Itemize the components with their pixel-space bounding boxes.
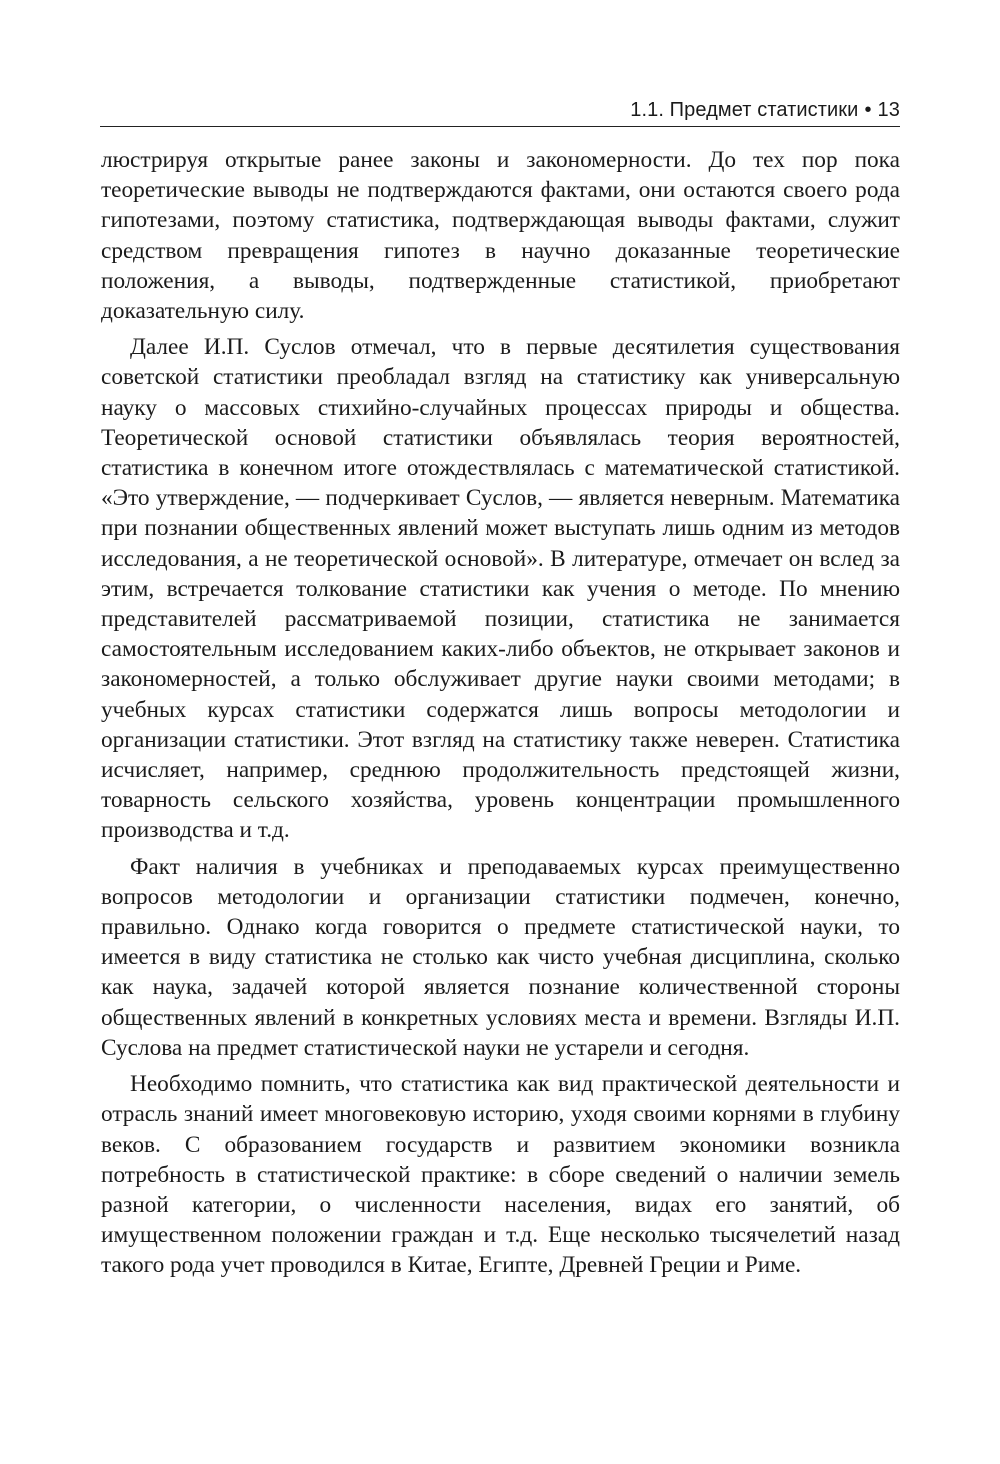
section-title: 1.1. Предмет статистики	[630, 99, 859, 121]
paragraph-suslov-views: Далее И.П. Суслов отмечал, что в первые десятилетия существования советской статистики преобладал взгляд на статистику как универсальную науку о массовых стихийно-случайных процессах природы и общества. Теоретической основой статистики объявлялась теория вероятностей, статистика в конечном итоге отождествлялась с математической статистикой. «Это утверждение, — подчеркивает Суслов, — является неверным. Математика при познании общественных явлений может выступать лишь одним из методов исследования, а не теоретической основой». В литературе, отмечает он вслед за этим, встречается толкование статистики как учения о методе. По мнению представителей рассматриваемой позиции, статистика не занимается самостоятельным исследованием каких-либо объектов, не открывает законов и закономерностей, а только обслуживает другие науки своими методами; в учебных курсах статистики содержатся лишь вопросы методологии и организации статистики. Этот взгляд на статистику также неверен. Статистика исчисляет, например, среднюю продолжительность предстоящей жизни, товарность сельского хозяйства, уровень концентрации промышленного производства и т.д.	[101, 334, 900, 844]
running-header	[100, 96, 900, 127]
header-bullet: •	[864, 99, 872, 121]
paragraph-teaching-courses: Факт наличия в учебниках и преподаваемых курсах преимущественно вопросов методологии и организации статистики подмечен, конечно, правильно. Однако когда говорится о предмете статистической науки, то имеется в виду статистика не столько как чисто учебная дисциплина, сколько как наука, задачей которой является познание количественной стороны общественных явлений в конкретных условиях места и времени. Взгляды И.П. Суслова на предмет статистической науки не устарели и сегодня.	[101, 853, 900, 1061]
paragraph-continuation: люстрируя открытые ранее законы и закономерности. До тех пор пока теоретические выводы не подтверждаются фактами, они остаются своего рода гипотезами, поэтому статистика, подтверждающая выводы фактами, служит средством превращения гипотез в научно доказанные теоретические положения, а выводы, подтвержденные статистикой, приобретают доказательную силу.	[101, 147, 900, 325]
page-number: 13	[877, 99, 900, 121]
paragraph-history: Необходимо помнить, что статистика как вид практической деятельности и отрасль знаний имеет многовековую историю, уходя своими корнями в глубину веков. С образованием государств и развитием экономики возникла потребность в статистической практике: в сборе сведений о наличии земель разной категории, о численности населения, видах его занятий, об имущественном положении граждан и т.д. Еще несколько тысячелетий назад такого рода учет проводился в Китае, Египте, Древней Греции и Риме.	[101, 1071, 900, 1279]
body-text	[101, 145, 900, 1281]
